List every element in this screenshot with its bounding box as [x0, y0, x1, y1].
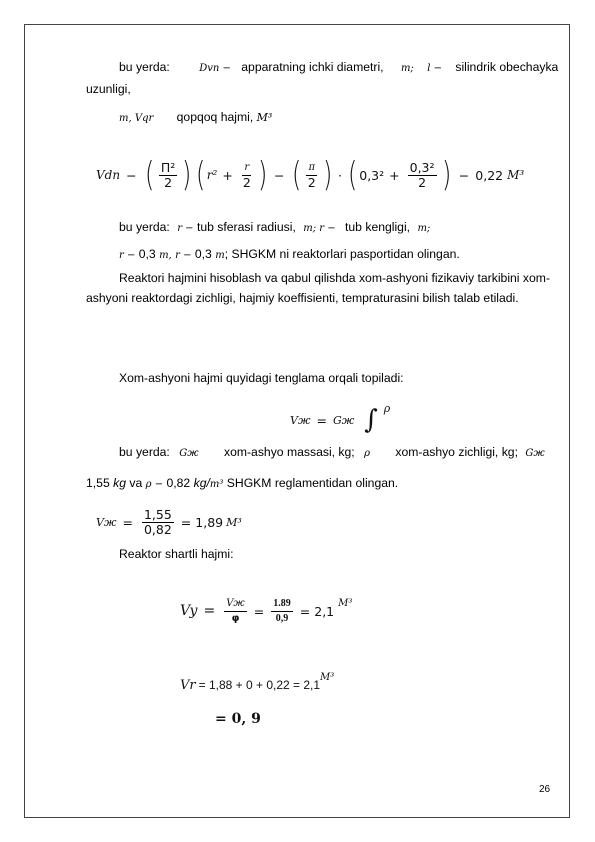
f1-unit: M³	[507, 168, 525, 182]
line4-text1: tub sferasi radiusi,	[196, 220, 296, 234]
f4-unit: M³	[338, 598, 353, 609]
var-vqr: , Vqr	[128, 113, 154, 124]
f5-expr: = 1,88 + 0 + 0,22 = 2,1	[198, 678, 321, 692]
f1-frac-pi2: $\frac{\pi}{2}$	[307, 161, 316, 190]
integral-symbol: ∫	[364, 405, 378, 435]
line6-text2: xom-ashyo zichligi, kg;	[395, 445, 518, 459]
paragraph-reactor-volume: Reaktor shartli hajmi:	[119, 547, 234, 561]
line4-unit2: m;	[417, 223, 431, 234]
line1-tail: silindrik obechayka	[455, 60, 559, 74]
f3-result: 1,89	[195, 514, 224, 530]
f1-c3: 0,22	[475, 167, 504, 183]
var-dvn: Dvn −	[199, 63, 231, 74]
line4-var-r: r −	[177, 223, 194, 234]
line6-var-p: ρ	[364, 448, 370, 459]
line-definition-r	[119, 218, 430, 238]
f1-frac-c2: $\frac{\text{0,3²}}{2}$	[409, 159, 435, 190]
line5-unit2: m	[215, 250, 225, 261]
line7-unit1: kg	[113, 476, 126, 490]
f5-unit: M³	[320, 672, 335, 683]
line5-val1: 0,3	[138, 247, 156, 261]
unit-m2: m	[119, 113, 129, 124]
line2-text: uzunligi,	[86, 82, 131, 96]
f4-result: 2,1	[314, 603, 335, 619]
formula-phi-value: = 0, 9	[215, 711, 261, 727]
f1-c1: 0,3²	[359, 167, 385, 183]
f4-frac1: $\frac{Vж}{\varphi}$	[226, 597, 245, 624]
f3-frac: $\frac{1,55}{0,82}$	[143, 506, 172, 537]
f1-frac-pi: $\frac{\text{Π²}}{2}$	[160, 159, 176, 190]
line4-prefix: bu yerda:	[119, 220, 170, 234]
line5-var2: r −	[175, 250, 192, 261]
line-values-g	[86, 474, 398, 494]
line6-text1: xom-ashyo massasi, kg;	[223, 445, 355, 459]
f3-unit: M³	[226, 515, 242, 529]
line7-val1: 1,55	[86, 476, 110, 490]
line6-var-g2: Gж	[525, 448, 545, 459]
f4-frac2: $\frac{1.89}{0,9}$	[273, 597, 291, 624]
page-number: 26	[539, 784, 551, 795]
f2-g: Gж	[332, 413, 355, 427]
paragraph-volume-intro: Xom-ashyoni hajmi quyidagi tenglama orqali topiladi:	[119, 371, 404, 385]
f2-lhs: Vж	[290, 413, 311, 427]
line7-va: va	[129, 476, 143, 490]
line1-mid: apparatning ichki diametri,	[241, 60, 384, 74]
line5-val2: 0,3	[194, 247, 212, 261]
line-definition-g	[119, 443, 545, 463]
var-l: l −	[427, 63, 442, 74]
line5-text: ; SHGKM ni reaktorlari pasportidan olingan.	[224, 247, 460, 261]
f4-lhs: Vy	[180, 603, 198, 619]
f2-p: ρ	[383, 402, 391, 415]
line7-unit2: kg/	[193, 476, 210, 490]
line1-prefix: bu yerda:	[119, 60, 170, 74]
line6-var-g: Gж	[179, 448, 199, 459]
line5-unit1: m,	[159, 250, 172, 261]
line4-unit1: m; r −	[303, 223, 336, 234]
line6-prefix: bu yerda:	[119, 445, 170, 459]
formula-vzh-value: Vж = $\frac{1,55}{0,82}$ = 1,89 M³	[96, 506, 242, 537]
line7-text: SHGKM reglamentidan olingan.	[226, 476, 399, 490]
formula-vr	[180, 672, 334, 698]
formula-vzh-integral: Vж = Gж ∫ ρ	[290, 402, 391, 435]
line7-unit3: m³	[209, 479, 224, 490]
f1-r-sq: r²	[206, 168, 218, 182]
f5-lhs: Vr	[180, 677, 196, 693]
line-definition-vqr	[119, 108, 272, 128]
f3-lhs: Vж	[96, 515, 117, 529]
formula-vdn: Vdn − ( $\frac{\text{Π²}}{2}$ ) ( r² + $\frac{r}{2}$ ) − ( $\frac{\pi}{2}$ ) · ( 0,3² + $\frac{\text{0,3²}}{2}$ ) − 0,22 M³	[96, 155, 525, 195]
line4-text2: tub kengligi,	[345, 220, 411, 234]
line-definition-d	[119, 58, 558, 78]
line5-var1: r −	[119, 250, 136, 261]
line7-var-p: ρ −	[145, 479, 164, 490]
f1-lhs: Vdn	[96, 168, 121, 182]
line7-val2: 0,82	[166, 476, 191, 490]
formula-vy: Vy = $\frac{Vж}{\varphi}$ = $\frac{1.89}{0,9}$ = 2,1 M³	[180, 597, 353, 624]
unit-m3: M³	[256, 111, 273, 124]
line3-text: qopqoq hajmi,	[176, 110, 254, 124]
paragraph-reactor-intro: Reaktori hajmini hisoblash va qabul qilishda xom-ashyoni fizikaviy tarkibini xom-ashyoni reaktordagi zichligi, hajmiy koeffisienti, tempraturasini bilish talab etiladi.	[86, 271, 550, 305]
line-values-r	[119, 245, 460, 265]
f1-frac-r: $\frac{r}{2}$	[242, 161, 251, 190]
unit-m: m;	[400, 63, 414, 74]
